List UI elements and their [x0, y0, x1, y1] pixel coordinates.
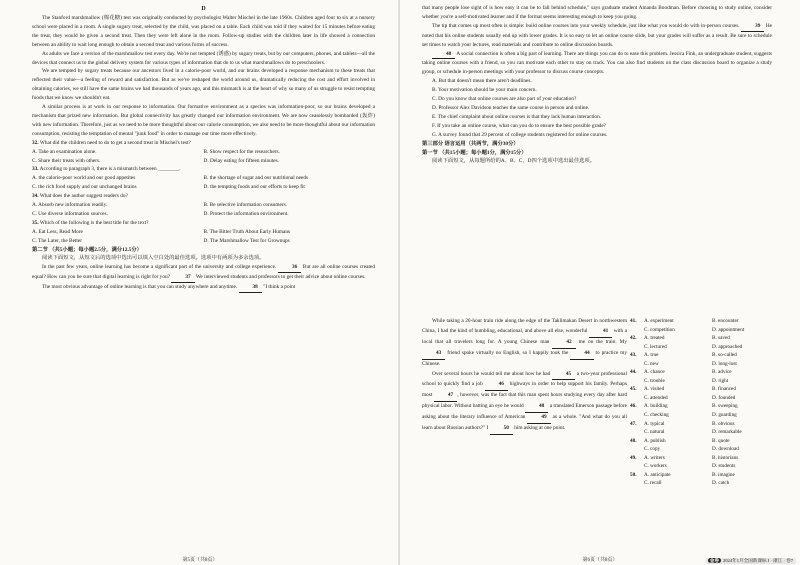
cloze-option-row: [630, 437, 780, 446]
cloze-option-row: [630, 394, 780, 403]
cloze-option-row: [630, 351, 780, 360]
cloze-option-row: [630, 377, 780, 386]
text-run: But are all online courses created equal? How can you be sure that digital learning is right for you?: [32, 264, 375, 281]
option: D. the tempting foods and our efforts to keep fit: [203, 184, 305, 191]
text-run: me on the train. My: [575, 338, 627, 345]
option: D. remarkable: [712, 429, 742, 436]
option: C. lectured: [644, 343, 667, 350]
option-number: [630, 411, 644, 420]
option: B. sweeping: [712, 403, 738, 410]
cloze-option-row: [630, 428, 780, 437]
fill-paragraph: that many people lose sight of is how easy it can be to fall behind schedule," says graduate student Amanda Boodman. Before choosing to study online, consider whether you're a self-motivated learner and if the format seems interesting enough to keep you going.: [422, 5, 772, 20]
cloze-options: [630, 317, 780, 488]
option: B. saved: [712, 335, 730, 342]
section-title: 第一节 （共15小题；每小题1分，满分15分）: [422, 149, 527, 156]
option: D. founded: [712, 394, 736, 401]
option-number: [630, 343, 644, 352]
choice: G. A survey found that 29 percent of college students registered for online courses.: [432, 131, 608, 138]
option: A. Absorb new information readily.: [32, 202, 108, 209]
option: A. writers: [644, 454, 665, 461]
choice: F. If you take an online course, what can you do to ensure the best possible grade?: [432, 122, 607, 129]
option: A. typical: [644, 420, 665, 427]
option-number: 42.: [630, 335, 637, 342]
exam-badge: [705, 558, 796, 564]
option: A. true: [644, 352, 659, 359]
passage-heading: D: [201, 6, 206, 12]
question-34: [32, 192, 375, 219]
question-35: [32, 219, 375, 246]
option: D. appointment: [712, 326, 745, 333]
option: C. copy: [644, 446, 661, 453]
option: C. Share their treats with others.: [32, 157, 101, 164]
cloze-option-row: [630, 462, 780, 471]
cloze-option-row: [630, 334, 780, 343]
choice: B. Your motivation should be your main concern.: [432, 87, 537, 94]
right-column: [422, 4, 772, 166]
text-run: highways in order to help support his family. Perhaps most: [422, 381, 628, 399]
answer-blank[interactable]: 37: [171, 273, 194, 283]
text-run: a translated Emerson passage before asking about the literary influence of American: [422, 403, 628, 421]
fill-paragraph: [32, 263, 375, 283]
option: B. imagine: [712, 471, 735, 478]
text-run: with a local that all travelers long for. A young Chinese man: [422, 327, 627, 345]
section-title: 第二节 （共5小题；每小题2.5分，满分12.5分）: [32, 246, 142, 253]
option: D. catch: [712, 480, 730, 487]
option: A. the calorie-poor world and our good appetites: [32, 175, 136, 182]
question-32: [32, 139, 375, 166]
option-number: 49.: [630, 454, 637, 461]
answer-blank[interactable]: 45: [552, 370, 575, 381]
cloze-option-row: [630, 454, 780, 463]
answer-blank[interactable]: 39: [741, 22, 764, 32]
cloze-paragraph: [422, 317, 627, 370]
option: A. visited: [644, 386, 665, 393]
passage-paragraph: We are tempted by sugary treats because our ancestors lived in a calorie-poor world, and our brains developed a response mechanism to these treats that reflected their value—a feeling of reward and satisfaction. But as we've reshaped the world around us, dramatically reducing the cost and effort involved in obtaining calories, we still have the same brains we had thousands of years ago, and this mismatch is at the heart of why so many of us struggle to resist tempting foods that we know we shouldn't eat.: [32, 68, 375, 102]
option: C. attended: [644, 394, 668, 401]
passage-paragraph: The Stanford marshmallow (棉花糖) test was originally conducted by psychologist Walter Mischel in the late 1960s. Children aged four to six at a nursery school were placed in a room. A single sugary treat, selected by the child, was placed on a table. Each child was told if they waited for 15 minutes before eating the treat, they would be given a second treat. Then they were left alone in the room. Follow-up studies with the children later in life showed a connection between an ability to wait long enough to obtain a second treat and various forms of success.: [32, 15, 375, 48]
option: C. workers: [644, 463, 667, 470]
answer-blank[interactable]: 49: [527, 413, 550, 424]
option: C. the rich food supply and our unchanged brains: [32, 184, 137, 191]
answer-blank[interactable]: 48: [525, 402, 548, 413]
choice: E. The chief complaint about online courses is that they lack human interaction.: [432, 113, 602, 120]
text-run: as a whole. "And what do you all learn about Russian authors?" I: [422, 414, 627, 432]
option: D. Delay eating for fifteen minutes.: [203, 157, 279, 164]
answer-blank[interactable]: 46: [485, 380, 508, 391]
answer-blank[interactable]: 43: [422, 349, 445, 360]
option: A. anticipate: [644, 471, 671, 478]
option: A. chance: [644, 369, 665, 376]
cloze-option-row: [630, 343, 780, 352]
option: B. the shortage of sugar and our nutritional needs: [203, 175, 309, 182]
option-number: [630, 360, 644, 369]
text-run: In the past few years, online learning has become a significant part of the university and college experience.: [42, 264, 277, 271]
passage-paragraph: A similar process is at work in our response to information. Our formative environment as a species was information-poor, so our brains developed a mechanism that prized new information. But global connectivity has greatly changed our information environment. We are now ceaselessly bombarded (轰炸) with new information. Therefore, just as we need to be more thoughtful about our calorie consumption, we also need to be more thoughtful about our information consumption, resisting the temptation of mental "junk food" in order to manage our time more effectively.: [32, 104, 375, 137]
text-run: "I think a point: [263, 284, 296, 291]
cloze-option-row: [630, 385, 780, 394]
option-number: 46.: [630, 403, 637, 410]
page-footer: 第6页（共8页）: [582, 558, 618, 563]
option: A. experiment: [644, 318, 674, 324]
text-run: Over several hours he would tell me about how he had: [432, 370, 552, 377]
brand-logo: 金卷: [709, 558, 719, 563]
page-6: [400, 0, 800, 565]
cloze-option-row: [630, 402, 780, 411]
cloze-option-row: [630, 420, 780, 429]
question-number: 35.: [32, 219, 39, 226]
option-number: [630, 445, 644, 454]
question-stem: Which of the following is the best title for the text?: [39, 219, 149, 226]
option-number: [630, 326, 644, 335]
option: B. encounter: [712, 318, 739, 324]
text-run: He noted that his online students usually end up with lower grades. It is so easy to let an online course slide, but your grades will suffer as a result. Be sure to schedule set times to watch your lectures, read materials and contribute to online discussion boards.: [422, 22, 773, 48]
option: A. publish: [644, 437, 666, 444]
answer-blank[interactable]: 36: [278, 263, 301, 273]
text-run: We interviewed students and professors to get their advice about online courses.: [195, 274, 366, 281]
choice: A. But that doesn't mean there aren't deadlines.: [432, 78, 532, 85]
option-number: [630, 377, 644, 386]
cloze-option-row: [630, 471, 780, 480]
choice: D. Professor Alex Davidson teaches the same course in person and online.: [432, 104, 590, 111]
question-stem: What does the author suggest readers do?: [39, 193, 128, 200]
option: B. The Bitter Truth About Early Humans: [203, 228, 291, 235]
cloze-option-row: [630, 411, 780, 420]
option: B. so-called: [712, 352, 737, 359]
option-number: [630, 462, 644, 471]
text-run: The tip that comes up most often is simple: build online courses into your weekly schedule, just like what you would do with in-person courses.: [432, 22, 740, 29]
question-stem: According to paragraph 3, there is a mismatch between ________.: [39, 166, 181, 173]
cloze-option-row: [630, 317, 780, 326]
text-run: friend spoke virtually no English, so I happily took the: [445, 349, 571, 356]
badge-text: 2024年1月全国新课标 I · 浙江 · 卷7: [722, 558, 793, 563]
option: C. trouble: [644, 377, 665, 384]
section-instruction: 阅读下面短文，从每题所给的A、B、C、D四个选项中选出最佳选项。: [432, 158, 596, 165]
answer-blank[interactable]: 50: [490, 424, 513, 435]
option-number: 45.: [630, 386, 637, 393]
option: C. The Later, the Better: [32, 237, 82, 244]
answer-blank[interactable]: 40: [432, 50, 455, 60]
text-run: , however, was the fact that this man spent hours studying every day after hard physical labor. Without batting an eye he would: [422, 392, 627, 410]
cloze-passage: [422, 317, 627, 435]
cloze-option-row: [630, 445, 780, 454]
text-run: him asking at one point.: [512, 425, 566, 432]
option: D. students: [712, 463, 736, 470]
cloze-option-row: [630, 368, 780, 377]
option: B. obvious: [712, 420, 735, 427]
fill-paragraph: [422, 50, 772, 78]
text-run: to practice my Chinese.: [422, 349, 628, 367]
option: D. download: [712, 446, 739, 453]
option: B. quote: [712, 437, 730, 444]
option: A. building: [644, 403, 668, 410]
text-run: While taking a 20-hour train ride along the edge of the Taklimakan Desert in northwestern China, I had the kind of humbling, educational, and above all else, wonderful: [422, 318, 627, 334]
answer-blank[interactable]: 42: [552, 338, 575, 349]
fill-paragraph: [32, 283, 375, 293]
option: B. Be selective information consumers.: [203, 202, 288, 209]
passage-paragraph: As adults we face a version of the marshmallow test every day. We're not tempted (诱惑) by sugary treats, but by our computers, phones, and tablets—all the devices that connect us to the global delivery system for various types of information that do to us what marshmallows do to preschoolers.: [32, 50, 375, 66]
option-number: 44.: [630, 369, 637, 376]
option-number: [630, 394, 644, 403]
option: D. long-lost: [712, 360, 737, 367]
text-run: a two-year professional school to quickly find a job: [422, 370, 627, 388]
answer-blank[interactable]: 38: [239, 283, 262, 293]
option: C. recall: [644, 480, 662, 487]
option: C. natural: [644, 429, 665, 436]
page-footer: 第5页（共8页）: [182, 558, 218, 563]
question-number: 33.: [32, 166, 39, 173]
section-instruction: 阅读下面短文，从短文后的选项中选出可以填入空白处的最佳选项。选项中有两项为多余选项。: [42, 255, 265, 262]
option: D. guarding: [712, 412, 737, 419]
question-stem: What did the children need to do to get a second treat in Mischel's test?: [39, 139, 191, 146]
text-run: A social connection is often a big part of learning. There are things you can do to ease this problem. Jessica Fink, an undergraduate student, suggests taking online courses with a friend, so you can motivate each other to stay on track. You can also find students on the class discussion board to organize a study group, or schedule in-person meetings with your professor to discuss course concepts.: [422, 50, 772, 76]
choice: C. Do you know that online courses are also part of your education?: [432, 96, 577, 103]
part-title: 第三部分 语言运用（共两节，满分30分）: [422, 140, 519, 147]
option: C. checking: [644, 412, 669, 419]
answer-blank[interactable]: 44: [570, 349, 593, 360]
option-number: 47.: [630, 420, 637, 427]
option-number: 43.: [630, 352, 637, 359]
option: C. competition: [644, 326, 675, 333]
fill-paragraph: [422, 22, 772, 50]
question-number: 32.: [32, 139, 39, 146]
option: B. historians: [712, 454, 739, 461]
cloze-option-row: [630, 479, 780, 488]
option: B. financed: [712, 386, 736, 393]
option: A. Take an examination alone.: [32, 148, 97, 155]
option: B. Show respect for the researchers.: [203, 148, 280, 155]
option: C. Use diverse information sources.: [32, 210, 108, 217]
question-33: [32, 165, 375, 192]
option-number: 41.: [630, 318, 637, 324]
option-number: [630, 428, 644, 437]
cloze-option-row: [630, 360, 780, 369]
option: D. The Marshmallow Test for Grownups: [203, 237, 290, 244]
text-run: The most obvious advantage of online learning is that you can study anywhere and anytime.: [42, 284, 238, 291]
option: D. right: [712, 377, 729, 384]
option-number: 50.: [630, 471, 637, 478]
option: B. advice: [712, 369, 732, 376]
left-column: [32, 4, 375, 293]
answer-blank[interactable]: 47: [434, 391, 457, 402]
option: A. treated: [644, 335, 665, 342]
cloze-option-row: [630, 326, 780, 335]
answer-blank[interactable]: 41: [589, 327, 612, 338]
option: A. Eat Less, Read More: [32, 228, 83, 235]
option-number: 48.: [630, 437, 637, 444]
option: D. Protect the information environment.: [203, 210, 289, 217]
cloze-paragraph: [422, 370, 627, 435]
option: C. new: [644, 360, 659, 367]
question-number: 34.: [32, 193, 39, 200]
option: D. approached: [712, 343, 743, 350]
option-number: [630, 479, 644, 488]
